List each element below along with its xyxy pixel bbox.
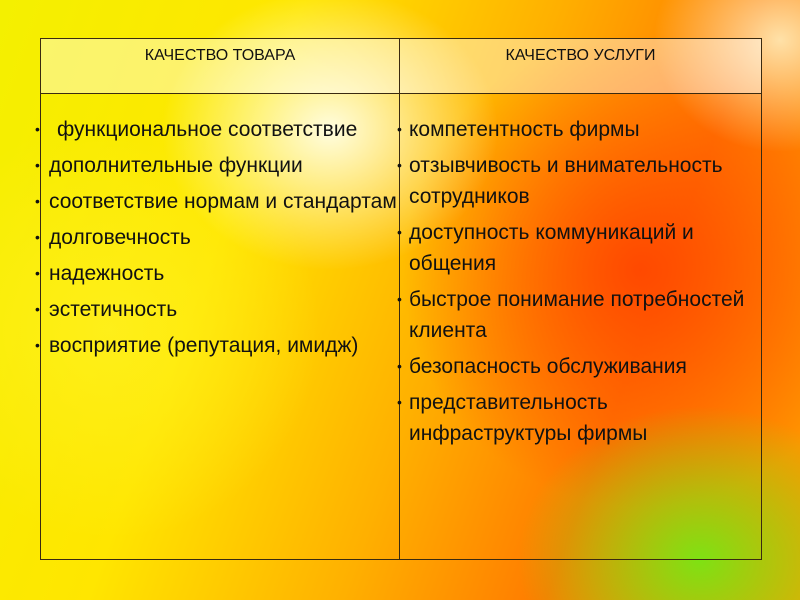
service-quality-cell: [400, 94, 761, 559]
list-item: • отзывчивость и внимательность сотрудников: [400, 150, 761, 212]
header-product-quality: КАЧЕСТВО ТОВАРА: [41, 39, 400, 93]
list-item: • дополнительные функции: [41, 150, 399, 181]
product-quality-list: [41, 114, 399, 361]
list-item: • долговечность: [41, 222, 399, 253]
service-quality-list: [400, 114, 761, 449]
comparison-table: [40, 38, 762, 560]
product-quality-cell: [41, 94, 400, 559]
list-item: • быстрое понимание потребностей клиента: [400, 284, 761, 346]
list-item: • эстетичность: [41, 294, 399, 325]
list-item: • надежность: [41, 258, 399, 289]
list-item: • представительность инфраструктуры фирмы: [400, 387, 761, 449]
list-item: • компетентность фирмы: [400, 114, 761, 145]
table-header-row: [41, 39, 761, 94]
list-item: • соответствие нормам и стандартам: [41, 186, 399, 217]
header-service-quality: КАЧЕСТВО УСЛУГИ: [505, 47, 656, 64]
list-item: • безопасность обслуживания: [400, 351, 761, 382]
table-body-row: [41, 94, 761, 559]
list-item: • функциональное соответствие: [41, 114, 399, 145]
list-item: • восприятие (репутация, имидж): [41, 330, 399, 361]
list-item: • доступность коммуникаций и общения: [400, 217, 761, 279]
